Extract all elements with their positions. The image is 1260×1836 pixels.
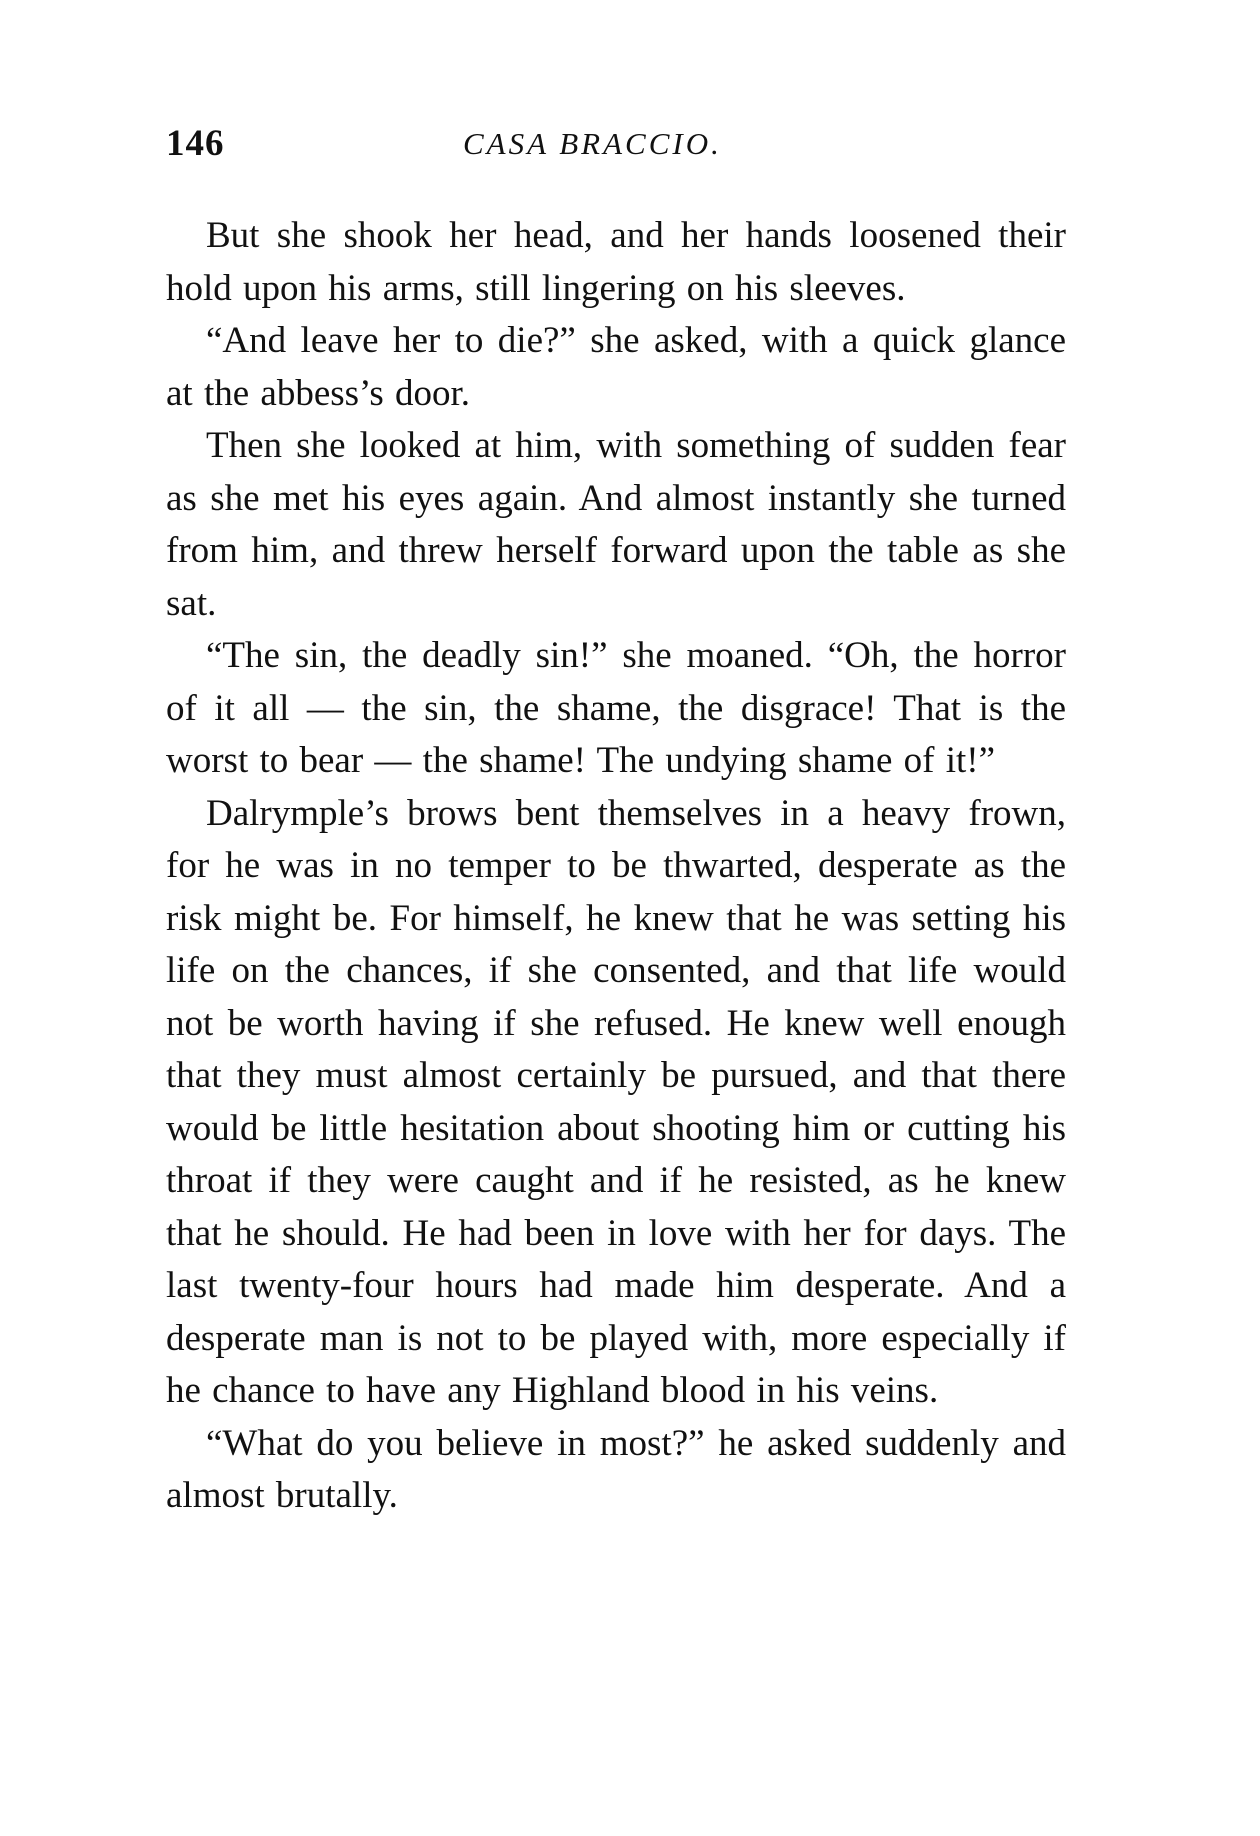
running-head [166, 122, 1066, 172]
paragraph: But she shook her head, and her hands loosened their hold upon his arms, still lingering on his sleeves. [166, 215, 1066, 309]
paragraph: “And leave her to die?” she asked, with a quick glance at the abbess’s door. [166, 320, 1066, 414]
body-text [166, 210, 1066, 1523]
paragraph: Then she looked at him, with something of sudden fear as she met his eyes again. And almost instantly she turned from him, and threw herself forward upon the table as she sat. [166, 425, 1066, 624]
page-number: 146 [166, 123, 225, 164]
paragraph: Dalrymple’s brows bent themselves in a heavy frown, for he was in no temper to be thwarted, desperate as the risk might be. For himself, he knew that he was setting his life on the chances, if she consented, and that life would not be worth having if she refused. He knew well enough that they must almost certainly be pursued, and that there would be little hesitation about shooting him or cutting his throat if they were caught and if he resisted, as he knew that he should. He had been in love with her for days. The last twenty-four hours had made him desperate. And a desperate man is not to be played with, more especially if he chance to have any Highland blood in his veins. [166, 792, 1066, 1411]
running-title: CASA BRACCIO. [463, 126, 722, 161]
paragraph: “What do you believe in most?” he asked suddenly and almost brutally. [166, 1422, 1066, 1516]
paragraph: “The sin, the deadly sin!” she moaned. “Oh, the horror of it all — the sin, the shame, the disgrace! That is the worst to bear — the shame! The undying shame of it!” [166, 635, 1066, 781]
